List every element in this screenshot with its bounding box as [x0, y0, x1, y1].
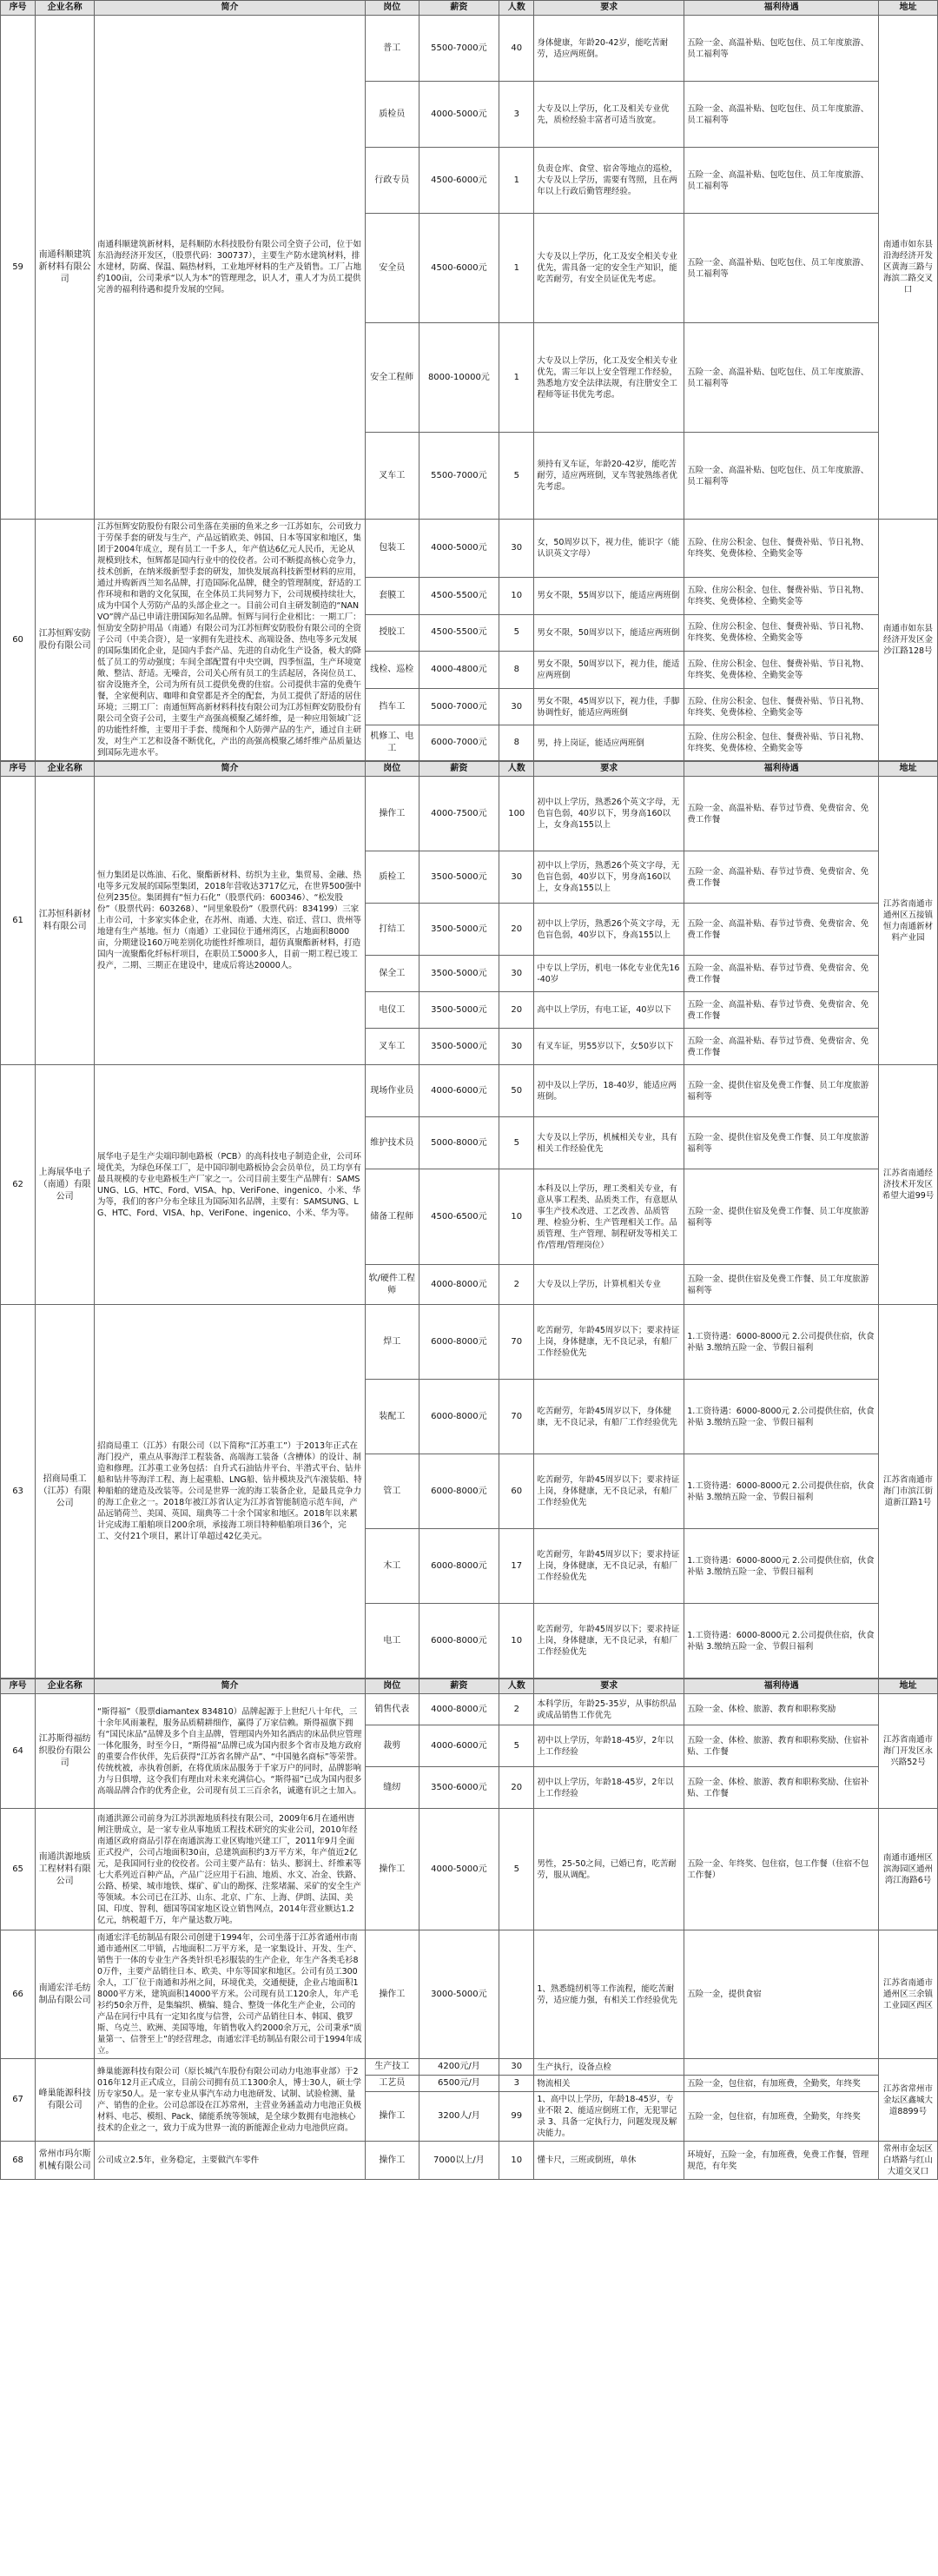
job-requirements: 身体健康，年龄20-42岁，能吃苦耐劳，适应两班倒。	[534, 16, 684, 82]
job-title: 焊工	[365, 1305, 419, 1380]
job-count: 5	[499, 433, 534, 520]
recruitment-table-2	[0, 761, 938, 1679]
company-name: 上海展华电子（南通）有限公司	[36, 1065, 95, 1305]
company-intro: 恒力集团是以炼油、石化、聚酯新材料、纺织为主业，集贸易、金融、热电等多元发展的国际型集团，2018年营收达3717亿元，在世界500强中位列235位。集团拥有“恒力石化”（股票代码：600346）、“松发股份”（股票代码：603268）、“同里象股份”（股票代码：834199）三家上市公司，十多家实体企业，在苏州、南通、大连、宿迁、营口、贵州等地建有生产基地。恒力（南通）工业园位于通州湾区，占地面积8000亩，分期建设160万吨差别化功能性纤维项目，超仿真聚酯新材料，打造国内一流聚酯化纤标杆项目，在职员工5000多人，目前一期工程已竣工投产，二期、三期正在建设中，建成后将达20000人。	[95, 777, 366, 1065]
job-title: 安全员	[365, 214, 419, 323]
job-benefits: 五险一金、高温补贴、春节过节费、免费宿舍、免费工作餐	[684, 992, 879, 1029]
job-title: 维护技术员	[365, 1117, 419, 1169]
table-row	[1, 2059, 938, 2076]
job-requirements: 大专及以上学历，机械相关专业，具有相关工作经验优先	[534, 1117, 684, 1169]
table-row	[1, 2142, 938, 2180]
job-salary: 4500-5500元	[419, 614, 499, 652]
job-title: 保全工	[365, 956, 419, 992]
column-header: 地址	[879, 762, 938, 777]
job-count: 5	[499, 1725, 534, 1767]
company-intro: 招商局重工（江苏）有限公司（以下简称“江苏重工”）于2013年正式在海门投产，重点从事海洋工程装备、高端海工装备（含槽体）的设计、制造和修理。江苏重工业务包括：自升式石油钻井平台、半潜式平台、钻井船和钻井等海洋工程、海上起重船、LNG船、钻井模块及汽车滚装船、特种船舶的建造及改装等。公司是世界一流的海工装备企业，是最具竞争力的海工企业之一。2018年被江苏省认定为江苏省智能制造示范车间，产品远销荷兰、美国、英国、瑞典等二十余个国家和地区。2018年以来累计完成海工船舶项目200余项，承接海工项目特种船舶项目36个，完工、交付21个项目，累计订单超过42亿美元。	[95, 1305, 366, 1679]
job-title: 行政专员	[365, 148, 419, 214]
job-benefits: 五险一金，提供食宿	[684, 1930, 879, 2059]
table-row	[1, 1809, 938, 1930]
job-salary: 6000-8000元	[419, 1454, 499, 1529]
job-requirements: 男性，25-50之间，已婚已育，吃苦耐劳，服从调配。	[534, 1809, 684, 1930]
job-salary: 4000-4800元	[419, 652, 499, 689]
job-count: 1	[499, 148, 534, 214]
company-name: 江苏斯得福纺织股份有限公司	[36, 1694, 95, 1809]
job-count: 1	[499, 323, 534, 433]
column-header: 福利待遇	[684, 762, 879, 777]
job-salary: 4000-8000元	[419, 1265, 499, 1305]
job-salary: 4500-6000元	[419, 214, 499, 323]
table-row	[1, 1694, 938, 1725]
column-header: 薪资	[419, 762, 499, 777]
job-requirements: 有叉车证，男55岁以下，女50岁以下	[534, 1029, 684, 1065]
job-benefits: 五险一金、体检、旅游、教育和职称奖励	[684, 1694, 879, 1725]
job-title: 缝纫	[365, 1767, 419, 1809]
job-requirements: 男，持上岗证，能适应两班倒	[534, 725, 684, 761]
company-intro: 江苏恒辉安防股份有限公司坐落在美丽的鱼米之乡一江苏如东，公司致力于劳保手套的研发与生产，产品远销欧美、韩国、日本等国家和地区，集团于2004年成立，现有员工一千多人，年产值达6亿元人民币，无论从规模到技术，恒辉都是国内行业中的佼佼者。公司不断提高核心竞争力，技术创新，在纳米级新型手套的研发，加快发展高科技新型材料的应用，通过并购新西兰知名品牌，打造国际化品牌，健全的管理制度，舒适的工作环境和和谐的文化氛围，在全体员工共同努力下，公司规模持续壮大，成为中国个人劳防产品的头部企业之一。目前公司自主研发制造的“NANVO”牌产品已申请注册国际知名品牌。恒辉与同行企业相比：一期工厂：恒劢安全防护用品（南通）有限公司为江苏恒辉安防股份有限公司的全资子公司（中美合资），是一家拥有先进技术、高端设备、热电等多元发展的国际集团化企业，是国内手套产品、先进的自动化生产设备，极大的降低了员工的劳动强度；车间全部配置有中央空调，四季恒温，生产环境宽敞、整洁、舒适。无噪音，公司关心所有员工的生活起居，各岗位员工、宿舍设施齐全，公司为所有员工提供免费的住宿。公司提供丰富的免费午餐，全家便利店、咖啡和食堂都是齐全的配套，为员工提供了舒适的居住环境；三期工厂：南通恒辉高新材料科技有限公司为江苏恒辉安防股份有限公司全资子公司，主要生产高强高模聚乙烯纤维，是一种应用领域广泛的功能性纤维，主要用于手套、缆绳和个人防弹产品的生产，通过自主研发，对生产工艺和设备不断优化，产出的高强高模聚乙烯纤维产品质量达到国际先进水平。	[95, 520, 366, 761]
job-title: 普工	[365, 16, 419, 82]
job-benefits: 五险一金、高温补贴、春节过节费、免费宿舍、免费工作餐	[684, 904, 879, 956]
job-requirements: 懂卡尺，三班或倒班，单休	[534, 2142, 684, 2180]
job-requirements: 初中以上学历，年龄18-45岁，2年以上工作经验	[534, 1767, 684, 1809]
job-title: 操作工	[365, 1930, 419, 2059]
job-salary: 5500-7000元	[419, 433, 499, 520]
job-title: 质检员	[365, 82, 419, 148]
job-count: 5	[499, 1809, 534, 1930]
job-benefits: 五险一金、提供住宿及免费工作餐、员工年度旅游福利等	[684, 1169, 879, 1265]
job-salary: 3500-6000元	[419, 1767, 499, 1809]
job-requirements: 初中及以上学历，18-40岁，能适应两班倒。	[534, 1065, 684, 1117]
column-header: 要求	[534, 1, 684, 16]
column-header: 要求	[534, 762, 684, 777]
job-salary: 5500-7000元	[419, 16, 499, 82]
job-benefits: 五险、住房公积金、包住、餐费补贴、节日礼物、年终奖、免费体检、全勤奖金等	[684, 577, 879, 614]
job-benefits: 五险一金，包住宿，有加班费，全勤奖，年终奖	[684, 2092, 879, 2142]
job-benefits: 五险一金、提供住宿及免费工作餐、员工年度旅游福利等	[684, 1117, 879, 1169]
job-title: 机修工、电工	[365, 725, 419, 761]
job-title: 软/硬件工程师	[365, 1265, 419, 1305]
job-title: 叉车工	[365, 433, 419, 520]
job-requirements: 1、熟悉缝纫机等工作流程，能吃苦耐劳，适应能力强，有相关工作经验优先	[534, 1930, 684, 2059]
job-requirements: 吃苦耐劳，年龄45周岁以下，身体健康，无不良记录，有船厂工作经验优先	[534, 1380, 684, 1454]
job-salary: 3200人/月	[419, 2092, 499, 2142]
job-benefits: 五险一金、高温补贴、包吃包住、员工年度旅游、员工福利等	[684, 148, 879, 214]
job-requirements: 男女不限，55周岁以下，能适应两班倒	[534, 577, 684, 614]
job-requirements: 初中以上学历，年龄18-45岁，2年以上工作经验	[534, 1725, 684, 1767]
table-row	[1, 777, 938, 851]
job-title: 现场作业员	[365, 1065, 419, 1117]
job-salary: 6000-8000元	[419, 1380, 499, 1454]
company-name: 江苏恒科新材料有限公司	[36, 777, 95, 1065]
company-address: 南通市通州区滨海园区通州湾江海路6号	[879, 1809, 938, 1930]
job-requirements: 大专及以上学历，化工及相关专业优先，质检经验丰富者可适当放宽。	[534, 82, 684, 148]
job-title: 套膜工	[365, 577, 419, 614]
column-header: 人数	[499, 1, 534, 16]
job-count: 70	[499, 1305, 534, 1380]
job-requirements: 本科学历，年龄25-35岁，从事纺织品或成品销售工作优先	[534, 1694, 684, 1725]
company-name: 南通科顺建筑新材料有限公司	[36, 16, 95, 520]
job-count: 10	[499, 2142, 534, 2180]
job-requirements: 初中以上学历，熟悉26个英文字母，无色盲色弱，40岁以下，男身高160以上，女身高155以上	[534, 851, 684, 904]
job-title: 销售代表	[365, 1694, 419, 1725]
job-benefits: 五险一金、高温补贴、包吃包住、员工年度旅游、员工福利等	[684, 433, 879, 520]
column-header: 人数	[499, 1679, 534, 1694]
job-count: 30	[499, 2059, 534, 2076]
company-number: 61	[1, 777, 36, 1065]
job-title: 电仪工	[365, 992, 419, 1029]
table-header-row	[1, 1, 938, 16]
column-header: 要求	[534, 1679, 684, 1694]
job-title: 质检工	[365, 851, 419, 904]
job-requirements: 大专及以上学历，化工及安全相关专业优先，需三年以上安全管理工作经验，熟悉地方安全法律法规，有注册安全工程师等证书优先考虑。	[534, 323, 684, 433]
job-title: 叉车工	[365, 1029, 419, 1065]
job-title: 储备工程师	[365, 1169, 419, 1265]
job-benefits	[684, 2059, 879, 2076]
column-header: 薪资	[419, 1, 499, 16]
job-requirements: 吃苦耐劳，年龄45周岁以下；要求持证上岗，身体健康，无不良记录，有船厂工作经验优先	[534, 1529, 684, 1604]
job-count: 30	[499, 851, 534, 904]
job-count: 99	[499, 2092, 534, 2142]
job-title: 操作工	[365, 1809, 419, 1930]
company-intro: 南通科顺建筑新材料，是科顺防水科技股份有限公司全资子公司，位于如东沿海经济开发区，（股票代码：300737），主要生产防水建筑材料，排水建材，防腐、保温、隔热材料，工业地坪材料的生产及销售。工厂占地约100亩，公司秉承“以人为本”的管理理念，识人才，重人才为员工提供完善的福利待遇和提升发展的空间。	[95, 16, 366, 520]
company-name: 南通洪源地质工程材料有限公司	[36, 1809, 95, 1930]
job-benefits: 1.工资待遇：6000-8000元 2.公司提供住宿，伙食补贴 3.缴纳五险一金、节假日福利	[684, 1604, 879, 1679]
company-number: 62	[1, 1065, 36, 1305]
column-header: 序号	[1, 1679, 36, 1694]
job-salary: 4000-5000元	[419, 82, 499, 148]
job-benefits: 五险、住房公积金、包住、餐费补贴、节日礼物、年终奖、免费体检、全勤奖金等	[684, 725, 879, 761]
column-header: 福利待遇	[684, 1679, 879, 1694]
job-benefits: 五险一金、高温补贴、包吃包住、员工年度旅游、员工福利等	[684, 16, 879, 82]
job-count: 20	[499, 904, 534, 956]
column-header: 岗位	[365, 762, 419, 777]
job-count: 40	[499, 16, 534, 82]
job-requirements: 1、高中以上学历，年龄18-45岁，专业不限 2、能适应倒班工作，无犯罪记录 3、具备一定执行力，问题发现及解决能力。	[534, 2092, 684, 2142]
recruitment-table-3	[0, 1679, 938, 2180]
job-salary: 3500-5000元	[419, 1029, 499, 1065]
job-title: 安全工程师	[365, 323, 419, 433]
job-requirements: 吃苦耐劳，年龄45周岁以下；要求持证上岗，身体健康，无不良记录，有船厂工作经验优先	[534, 1454, 684, 1529]
job-title: 操作工	[365, 2092, 419, 2142]
company-name: 招商局重工（江苏）有限公司	[36, 1305, 95, 1679]
company-name: 南通宏洋毛纺制品有限公司	[36, 1930, 95, 2059]
job-count: 5	[499, 1117, 534, 1169]
company-address: 常州市金坛区白塔路与红山大道交叉口	[879, 2142, 938, 2180]
job-title: 电工	[365, 1604, 419, 1679]
job-benefits: 环境好，五险一金，有加班费，免费工作餐，管理规范，有年奖	[684, 2142, 879, 2180]
column-header: 企业名称	[36, 1679, 95, 1694]
job-title: 木工	[365, 1529, 419, 1604]
job-title: 操作工	[365, 777, 419, 851]
company-address: 南通市如东县经济开发区金沙江路128号	[879, 520, 938, 761]
job-salary: 3500-5000元	[419, 904, 499, 956]
company-intro: 展华电子是生产尖端印制电路板（PCB）的高科技电子制造企业，公司环境优美，为绿色环保工厂，是中国印制电路板协会会员单位，员工均享有最具规模的专业电路板生产厂家之一。公司目前主要生产品牌有：SAMSUNG、LG、HTC、Ford、VISA、hp、VeriFone、ingenico、小米、华为等，我们的客户分布全球且为国际知名品牌，主要有：SAMSUNG、LG、HTC、Ford、VISA、hp、VeriFone、ingenico、小米、华为等。	[95, 1065, 366, 1305]
job-count: 30	[499, 1029, 534, 1065]
job-count: 17	[499, 1529, 534, 1604]
table-header-row	[1, 762, 938, 777]
job-benefits: 五险一金、高温补贴、春节过节费、免费宿舍、免费工作餐	[684, 777, 879, 851]
column-header: 地址	[879, 1679, 938, 1694]
job-benefits: 五险一金、提供住宿及免费工作餐、员工年度旅游福利等	[684, 1065, 879, 1117]
column-header: 简介	[95, 1, 366, 16]
job-salary: 4000-6000元	[419, 1725, 499, 1767]
job-salary: 4000-5000元	[419, 520, 499, 578]
job-requirements: 吃苦耐劳，年龄45周岁以下；要求持证上岗，身体健康，无不良记录，有船厂工作经验优先	[534, 1604, 684, 1679]
job-title: 管工	[365, 1454, 419, 1529]
job-benefits: 五险一金、高温补贴、春节过节费、免费宿舍、免费工作餐	[684, 1029, 879, 1065]
job-salary: 5000-8000元	[419, 1117, 499, 1169]
job-title: 生产技工	[365, 2059, 419, 2076]
job-count: 8	[499, 725, 534, 761]
company-address: 江苏省南通市海门开发区永兴路52号	[879, 1694, 938, 1809]
job-salary: 4200元/月	[419, 2059, 499, 2076]
job-count: 30	[499, 956, 534, 992]
job-salary: 3500-5000元	[419, 956, 499, 992]
job-benefits: 五险、住房公积金、包住、餐费补贴、节日礼物、年终奖、免费体检、全勤奖金等	[684, 688, 879, 725]
job-salary: 3500-5000元	[419, 851, 499, 904]
table-row	[1, 1065, 938, 1117]
job-count: 30	[499, 688, 534, 725]
job-count: 60	[499, 1454, 534, 1529]
job-salary: 3000-5000元	[419, 1930, 499, 2059]
table-row	[1, 1930, 938, 2059]
job-benefits: 五险一金、高温补贴、春节过节费、免费宿舍、免费工作餐	[684, 851, 879, 904]
job-requirements: 初中以上学历，熟悉26个英文字母，无色盲色弱，40岁以下，身高155以上	[534, 904, 684, 956]
job-title: 装配工	[365, 1380, 419, 1454]
job-requirements: 物流相关	[534, 2076, 684, 2092]
job-salary: 6500元/月	[419, 2076, 499, 2092]
job-count: 3	[499, 2076, 534, 2092]
job-salary: 4000-5000元	[419, 1809, 499, 1930]
job-requirements: 负责仓库、食堂、宿舍等地点的巡检，大专及以上学历，需要有驾照，且在两年以上行政后勤管理经验。	[534, 148, 684, 214]
job-requirements: 高中以上学历，有电工证，40岁以下	[534, 992, 684, 1029]
company-number: 65	[1, 1809, 36, 1930]
company-address: 江苏省常州市金坛区鑫城大道8899号	[879, 2059, 938, 2142]
job-benefits: 1.工资待遇：6000-8000元 2.公司提供住宿，伙食补贴 3.缴纳五险一金、节假日福利	[684, 1380, 879, 1454]
job-requirements: 男女不限，50周岁以下，视力佳，能适应两班倒	[534, 652, 684, 689]
company-intro: 南通洪源公司前身为江苏洪源地质科技有限公司，2009年6月在通州唐闸注册成立，是一家专业从事地质工程技术研究的实业公司，2010年经南通区政府商品引荐在南通滨海工业区购地兴建工厂，2011年9月全面正式投产，公司占地面积30亩，总建筑面积约3万平方米，年产值近2亿元，是我国同行业的佼佼者。公司主要产品有：钻头、膨润土、纤维素等七大系列近百种产品，产品广泛应用于石油、地质、水文、冶金、铁路、公路、桥梁、城市地铁、煤矿、矿山的勘探、注浆堵漏、采矿的安全生产等领域。本公司已在江苏、山东、北京、广东、上海、伊朗、法国、美国、印度、智利、德国等国家地区设立销售网点，2014年营业额达1.2亿元，纳税超千万，年产量达数万吨。	[95, 1809, 366, 1930]
column-header: 企业名称	[36, 762, 95, 777]
job-title: 包装工	[365, 520, 419, 578]
job-benefits: 五险一金、年终奖、包住宿，包工作餐（住宿不包工作餐）	[684, 1809, 879, 1930]
recruitment-table-1	[0, 0, 938, 761]
job-count: 1	[499, 214, 534, 323]
job-count: 20	[499, 992, 534, 1029]
job-benefits: 五险一金、高温补贴、包吃包住、员工年度旅游、员工福利等	[684, 214, 879, 323]
company-number: 68	[1, 2142, 36, 2180]
job-count: 10	[499, 1169, 534, 1265]
column-header: 企业名称	[36, 1, 95, 16]
column-header: 简介	[95, 1679, 366, 1694]
job-salary: 4000-7500元	[419, 777, 499, 851]
job-requirements: 生产执行，设备点检	[534, 2059, 684, 2076]
job-count: 8	[499, 652, 534, 689]
job-requirements: 中专以上学历，机电一体化专业优先16-40岁	[534, 956, 684, 992]
column-header: 岗位	[365, 1, 419, 16]
job-requirements: 大专及以上学历，化工及安全相关专业优先，需具备一定的安全生产知识，能吃苦耐劳，有安全员证优先考虑。	[534, 214, 684, 323]
company-intro: 南通宏洋毛纺制品有限公司创建于1994年，公司坐落于江苏省通州市南通市通州区二甲镇，占地面积二万平方米，是一家集设计、开发、生产、销售于一体的专业生产各类针织毛衫服装的生产企业，年生产各类毛衫80万件，主要产品销往日本、欧美、中东等国家和地区。公司有员工300余人，工厂位于南通和苏州之间，环境优美，交通便捷，企业占地面积18000平方米，建筑面积14000平方米。公司现有员工120余人，年产毛衫约50余万件，是集编织、横编、缝合、整烫一体化生产企业，公司的产品在同行中具有一定知名度与信誉，公司产品销往日本、韩国、俄罗斯、乌克兰、欧洲、美国等地，年销售收入约2000余万元，公司秉承“质量第一、信誉至上”的经营理念，南通宏洋毛纺制品有限公司于1994年成立。	[95, 1930, 366, 2059]
job-requirements: 本科及以上学历，理工类相关专业，有意从事工程类、品质类工作，有意愿从事生产技术改进、工艺改善、品质管理、检验分析、生产管理相关工作。品质管理、生产管理、制程研发等相关工作/管理/管理岗位）	[534, 1169, 684, 1265]
job-title: 授胶工	[365, 614, 419, 652]
table-header-row	[1, 1679, 938, 1694]
column-header: 福利待遇	[684, 1, 879, 16]
job-benefits: 五险一金、高温补贴、包吃包住、员工年度旅游、员工福利等	[684, 323, 879, 433]
job-requirements: 女，50周岁以下，视力佳，能识字（能认识英文字母）	[534, 520, 684, 578]
job-benefits: 五险一金，包住宿，有加班费，全勤奖，年终奖	[684, 2076, 879, 2092]
job-benefits: 五险一金、体检、旅游、教育和职称奖励、住宿补贴、工作餐	[684, 1767, 879, 1809]
job-salary: 3500-5000元	[419, 992, 499, 1029]
column-header: 薪资	[419, 1679, 499, 1694]
job-benefits: 五险、住房公积金、包住、餐费补贴、节日礼物、年终奖、免费体检、全勤奖金等	[684, 614, 879, 652]
job-salary: 5000-7000元	[419, 688, 499, 725]
company-intro: 公司成立2.5年，业务稳定，主要做汽车零件	[95, 2142, 366, 2180]
company-number: 63	[1, 1305, 36, 1679]
job-benefits: 五险、住房公积金、包住、餐费补贴、节日礼物、年终奖、免费体检、全勤奖金等	[684, 520, 879, 578]
job-requirements: 男女不限，45周岁以下，视力佳，手脚协调性好，能适应两班倒	[534, 688, 684, 725]
company-address: 江苏省南通经济技术开发区希望大道99号	[879, 1065, 938, 1305]
job-benefits: 五险一金、体检、旅游、教育和职称奖励、住宿补贴、工作餐	[684, 1725, 879, 1767]
job-salary: 4500-6000元	[419, 148, 499, 214]
job-salary: 6000-8000元	[419, 1604, 499, 1679]
job-benefits: 五险一金、高温补贴、包吃包住、员工年度旅游、员工福利等	[684, 82, 879, 148]
job-count: 5	[499, 614, 534, 652]
job-benefits: 五险一金、高温补贴、春节过节费、免费宿舍、免费工作餐	[684, 956, 879, 992]
company-intro: “斯得福”（股票diamantex 834810）品牌起源于上世纪八十年代，三十余年风雨兼程，服务品质精耕细作，赢得了万家信赖。斯得福旗下拥有“国民床品”品牌及多个自主品牌，管理国内外知名酒店的床品供应管理一体化服务，时至今日，“斯得福”品牌已成为国内很多个省市及地方政府的重要合作伙伴，先后获得“江苏省名牌产品”、“中国驰名商标”等荣誉。传统枕被，赤执着创新，在将优质床品服务于千家万户的同时，品牌影响力与日俱增，这令我们有理由对未来充满信心。“斯得福”已成为国内很多高端品牌合作的优秀企业，公司现有员工三百余名，诚邀有识之士加入。	[95, 1694, 366, 1809]
job-requirements: 男女不限，50周岁以下，能适应两班倒	[534, 614, 684, 652]
company-address: 南通市如东县沿海经济开发区黄海三路与海滨二路交叉口	[879, 16, 938, 520]
company-number: 59	[1, 16, 36, 520]
job-salary: 6000-8000元	[419, 1529, 499, 1604]
column-header: 序号	[1, 1, 36, 16]
job-requirements: 吃苦耐劳，年龄45周岁以下；要求持证上岗，身体健康，无不良记录，有船厂工作经验优先	[534, 1305, 684, 1380]
company-intro: 蜂巢能源科技有限公司（原长城汽车股份有限公司动力电池事业部）于2016年12月正式成立，目前公司拥有员工1300余人，博士30人，硕士学历专家50人。是一家专业从事汽车动力电池研发、试制、试验检测、量产、销售的企业。公司总部设在江苏常州，主营业务涵盖动力电池正负极材料、电芯、模组、Pack、储能系统等领域，是全球少数拥有电池核心技术的企业之一，致力于成为世界一流的新能源企业动力电池供应商。	[95, 2059, 366, 2142]
job-title: 操作工	[365, 2142, 419, 2180]
job-benefits: 五险、住房公积金、包住、餐费补贴、节日礼物、年终奖、免费体检、全勤奖金等	[684, 652, 879, 689]
company-number: 66	[1, 1930, 36, 2059]
column-header: 人数	[499, 762, 534, 777]
job-title: 线检、巡检	[365, 652, 419, 689]
job-salary: 6000-8000元	[419, 1305, 499, 1380]
job-title: 打结工	[365, 904, 419, 956]
job-requirements: 初中以上学历，熟悉26个英文字母，无色盲色弱，40岁以下，男身高160以上，女身高155以上	[534, 777, 684, 851]
company-name: 峰巢能源科技有限公司	[36, 2059, 95, 2142]
job-salary: 6000-7000元	[419, 725, 499, 761]
company-number: 60	[1, 520, 36, 761]
job-requirements: 大专及以上学历，计算机相关专业	[534, 1265, 684, 1305]
job-count: 2	[499, 1265, 534, 1305]
column-header: 地址	[879, 1, 938, 16]
company-address: 江苏省南通市通州区三余镇工业园区西区	[879, 1930, 938, 2059]
job-count: 50	[499, 1065, 534, 1117]
job-title: 裁剪	[365, 1725, 419, 1767]
table-row	[1, 1305, 938, 1380]
job-requirements: 须持有叉车证，年龄20-42岁，能吃苦耐劳，适应两班倒，叉车驾驶熟练者优先考虑。	[534, 433, 684, 520]
company-name: 江苏恒辉安防股份有限公司	[36, 520, 95, 761]
job-count: 20	[499, 1767, 534, 1809]
job-salary: 4000-6000元	[419, 1065, 499, 1117]
job-salary: 8000-10000元	[419, 323, 499, 433]
company-name: 常州市玛尔斯机械有限公司	[36, 2142, 95, 2180]
column-header: 岗位	[365, 1679, 419, 1694]
job-benefits: 1.工资待遇：6000-8000元 2.公司提供住宿，伙食补贴 3.缴纳五险一金、节假日福利	[684, 1305, 879, 1380]
company-number: 67	[1, 2059, 36, 2142]
job-title: 工艺员	[365, 2076, 419, 2092]
job-salary: 4500-5500元	[419, 577, 499, 614]
job-benefits: 1.工资待遇：6000-8000元 2.公司提供住宿，伙食补贴 3.缴纳五险一金、节假日福利	[684, 1529, 879, 1604]
job-benefits: 1.工资待遇：6000-8000元 2.公司提供住宿，伙食补贴 3.缴纳五险一金、节假日福利	[684, 1454, 879, 1529]
job-count: 3	[499, 82, 534, 148]
column-header: 序号	[1, 762, 36, 777]
job-count: 2	[499, 1694, 534, 1725]
job-benefits: 五险一金、提供住宿及免费工作餐、员工年度旅游福利等	[684, 1265, 879, 1305]
job-count: 10	[499, 577, 534, 614]
table-row	[1, 16, 938, 82]
job-salary: 4000-8000元	[419, 1694, 499, 1725]
job-count: 70	[499, 1380, 534, 1454]
job-count: 100	[499, 777, 534, 851]
company-number: 64	[1, 1694, 36, 1809]
company-address: 江苏省南通市通州区五接镇恒力南通新材料产业园	[879, 777, 938, 1065]
table-row	[1, 520, 938, 578]
job-count: 30	[499, 520, 534, 578]
job-title: 挡车工	[365, 688, 419, 725]
column-header: 简介	[95, 762, 366, 777]
job-salary: 7000以上/月	[419, 2142, 499, 2180]
job-salary: 4500-6500元	[419, 1169, 499, 1265]
job-count	[499, 1930, 534, 2059]
job-count: 10	[499, 1604, 534, 1679]
company-address: 江苏省南通市海门市滨江街道新江路1号	[879, 1305, 938, 1679]
